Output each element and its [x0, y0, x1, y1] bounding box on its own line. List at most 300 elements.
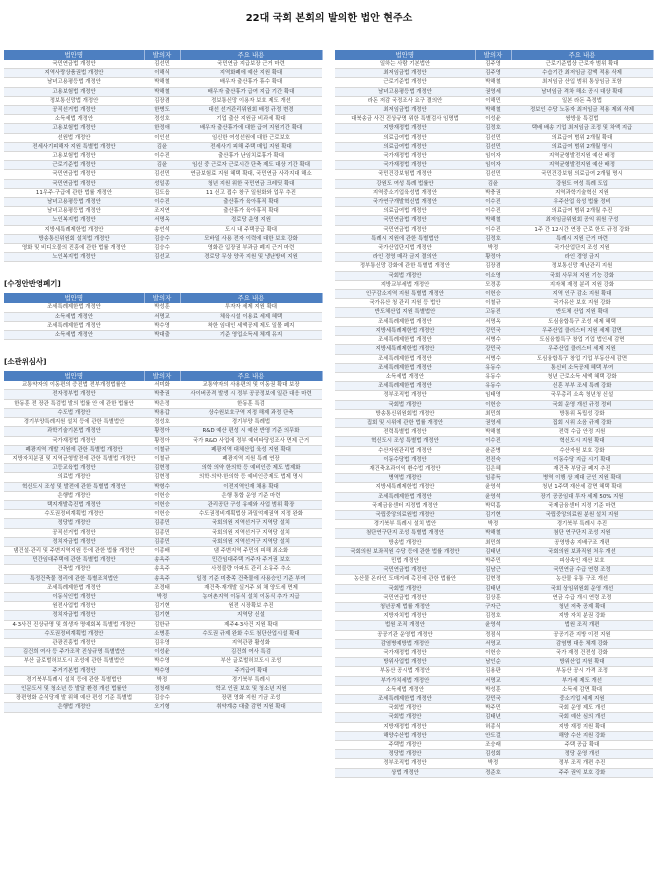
table-row [335, 372, 653, 381]
bill-name-cell: 조세특례제한법 개정안 [4, 303, 144, 312]
content-cell: 11 신고 접수 창구 일원화와 업무 추진 [180, 188, 322, 197]
bill-name-cell: 남녀고용평등법 개정안 [4, 78, 144, 87]
table-row [335, 400, 653, 409]
bill-name-cell: 소득세법 개정안 [335, 372, 475, 381]
sponsor-cell: 박성훈 [475, 685, 511, 694]
table-row [335, 547, 653, 556]
bill-name-cell: 민법 개정안 [335, 556, 475, 565]
bill-name-cell: 의료급여법 개정안 [335, 133, 475, 142]
bill-name-cell: 국가재정법 개정안 [335, 152, 475, 161]
content-cell: 국제금융센터 지정 기준 마련 [511, 501, 653, 510]
sponsor-cell: 김도읍 [144, 188, 180, 197]
table-row [335, 474, 653, 483]
bill-name-cell: 정당법 개정안 [4, 519, 144, 528]
bill-name-cell: 은행법 개정안 [4, 491, 144, 500]
bill-name-cell: 부가가치세법 개정안 [335, 676, 475, 685]
sponsor-cell: 서명교 [475, 676, 511, 685]
header-content: 주요 내용 [511, 50, 653, 60]
sponsor-cell: 김상훈 [475, 593, 511, 602]
sponsor-cell: 황정아 [475, 253, 511, 262]
content-cell: 모바일 사용 전자 이력에 대한 보호 강화 [180, 234, 322, 243]
content-cell: 반도체 산업 지원 확대 [511, 308, 653, 317]
content-cell: 지역당 신설 [180, 611, 322, 620]
table-row [335, 658, 653, 667]
sponsor-cell: 송옥주 [144, 556, 180, 565]
table-row [335, 621, 653, 630]
sponsor-cell: 송옥주 [144, 565, 180, 574]
bill-name-cell: 경기부양특례지원 설치 등에 관한 특별법안 [4, 418, 144, 427]
content-cell: 첨단 연구단지 조성 지원 [511, 529, 653, 538]
sponsor-cell: 고동진 [475, 308, 511, 317]
content-cell: 경로당 운영 지원 [180, 216, 322, 225]
content-cell: 은행 통합 운영 기준 마련 [180, 491, 322, 500]
table-row [335, 455, 653, 464]
table-row [335, 170, 653, 179]
bill-name-cell: 국제금융센터 지정법 개정안 [335, 501, 475, 510]
content-cell: 국민건강보험 의료급여 2개월 명시 [511, 170, 653, 179]
bill-name-cell: 국민건강보험법 개정안 [335, 170, 475, 179]
table-row [335, 225, 653, 234]
bill-name-cell: 정당법 개정안 [335, 750, 475, 759]
table-row [335, 713, 653, 722]
content-cell: 쌍방울 특검법 [511, 115, 653, 124]
table-row [4, 115, 322, 124]
bill-name-cell: 지방재정법 개정안 [335, 124, 475, 133]
sponsor-cell: 김정호 [475, 124, 511, 133]
bill-name-cell: 혁신도시 조성 특별법 개정안 [335, 437, 475, 446]
sponsor-cell: 박수영 [144, 321, 180, 330]
content-cell: 지역과학기술혁신 지원 [511, 188, 653, 197]
bill-name-cell: 은행법 개정안 [4, 703, 144, 712]
bill-name-cell: 전세사기피해자 지원 특별법 개정안 [4, 142, 144, 151]
content-cell: 농어촌지역 이동식 설치 이동식 추가 지급 [180, 592, 322, 601]
sponsor-cell: 박은정 [144, 399, 180, 408]
table-row [4, 694, 322, 703]
content-cell: 장기 공공임대 투자 세제 50% 지원 [511, 492, 653, 501]
passed-bills-table [4, 50, 323, 262]
bill-name-cell: 장편영화 순식당재 발 위해 예산 편성 기준 특별법 [4, 694, 144, 703]
table-row [335, 382, 653, 391]
content-cell: 국회 운영 제도 개선 [511, 704, 653, 713]
content-cell: 재건축 부담금 폐지 추진 [511, 464, 653, 473]
bill-name-cell: 국가재정법 개정안 [335, 649, 475, 658]
sponsor-cell: 박해철 [475, 106, 511, 115]
sponsor-cell: 이헌승 [144, 491, 180, 500]
bill-name-cell: 방송법 개정안 [335, 538, 475, 547]
sponsor-cell: 윤영석 [475, 483, 511, 492]
table-row [335, 142, 653, 151]
table-row [4, 703, 322, 712]
content-cell: 수도권정비계획법상 과밀억제권역 지정 완화 [180, 510, 322, 519]
bill-name-cell: 국회법 개정안 [335, 271, 475, 280]
sponsor-cell: 김남근 [475, 566, 511, 575]
content-cell: 택배 배송 기업 최저임금 조정 및 차액 지급 [511, 124, 653, 133]
section-committee-title: [소관위심사] [4, 357, 47, 367]
content-cell: 민간임대주택 거주자 주거권 보호 [180, 556, 322, 565]
sponsor-cell: 강민국 [475, 326, 511, 335]
content-cell: 청년 지원 위한 국민연금 크레딧 확대 [180, 179, 322, 188]
content-cell: 임신 중 근로자 근로시간 단축 제도 대상 기간 확대 [180, 161, 322, 170]
bill-name-cell: 부동산 공시법 개정안 [335, 667, 475, 676]
sponsor-cell: 임이자 [475, 161, 511, 170]
sponsor-cell: 박해철 [475, 428, 511, 437]
sponsor-cell: 김선교 [144, 253, 180, 262]
content-cell: 지역관광 활성화 [180, 638, 322, 647]
table-row [335, 87, 653, 96]
table-row [335, 575, 653, 584]
sponsor-cell: 조지연 [144, 207, 180, 216]
bill-name-cell: 국립중앙의료원법 개정안 [335, 510, 475, 519]
sponsor-cell: 이수진 [475, 437, 511, 446]
bill-name-cell: 지역사랑상품권법 개정안 [4, 69, 144, 78]
bill-name-cell: 한동훈 전 장관 특검법 발의 법률 안 에 관한 법률안 [4, 399, 144, 408]
table-row [335, 437, 653, 446]
bill-name-cell: 국회의원 보좌직원 수당 등에 관한 법률 개정안 [335, 547, 475, 556]
table-row [335, 96, 653, 105]
content-cell: 국가유산 보호 지원 강화 [511, 299, 653, 308]
content-cell: 장편 영화 지원 기금 조성 [180, 694, 322, 703]
bill-name-cell: 수도권정비계획법 개정안 [4, 510, 144, 519]
content-cell: 지자체 재정 분리 지원 강화 [511, 280, 653, 289]
bill-name-cell: 공직선거법 개정안 [4, 528, 144, 537]
content-cell: 도심융합특구 조성 세제 혜택 [511, 317, 653, 326]
content-cell: 연금보험료 지원 혜택 확대, 국민연금 사각지대 해소 [180, 170, 322, 179]
content-cell: 배우자 출산휴가 휴수 확대 [180, 78, 322, 87]
right-column [335, 50, 653, 778]
sponsor-cell: 이인선 [144, 133, 180, 142]
sponsor-cell: 김승수 [144, 244, 180, 253]
sponsor-cell: 김윤 [475, 179, 511, 188]
table-row [4, 78, 322, 87]
bill-name-cell: 일하는 사람 기본법안 [335, 60, 475, 69]
content-cell: 교통약자의 사용편의 및 이동권 확대 보장 [180, 381, 322, 390]
table-row [4, 546, 322, 555]
sponsor-cell: 박성훈 [144, 303, 180, 312]
table-row [4, 666, 322, 675]
sponsor-cell: 서미화 [144, 381, 180, 390]
content-cell: 원전 시장확보 추진 [180, 602, 322, 611]
content-cell: 국가 재정 건전성 강화 [511, 649, 653, 658]
content-cell: 정보통신망 재난관리 지원 [511, 262, 653, 271]
sponsor-cell: 최민희 [475, 538, 511, 547]
content-cell: 도시 내 주택공급 확대 [180, 225, 322, 234]
content-cell: 취약계층 대출 감면 지원 확대 [180, 703, 322, 712]
content-cell: 기준 영업소득세 체계 유지 [180, 331, 322, 340]
table-row [4, 684, 322, 693]
sponsor-cell: 조승래 [475, 741, 511, 750]
sponsor-cell: 구자근 [475, 602, 511, 611]
sponsor-cell: 김용판 [475, 667, 511, 676]
sponsor-cell: 김선민 [475, 170, 511, 179]
bill-name-cell: 정부조직법 개정안 [335, 391, 475, 400]
bill-name-cell: 근로기준법 개정안 [4, 161, 144, 170]
bill-name-cell: 국민연금법 개정안 [4, 170, 144, 179]
sponsor-cell: 소병훈 [144, 629, 180, 638]
bill-name-cell: 민간임대주택에 관한 특별법 개정안 [4, 556, 144, 565]
table-row [335, 667, 653, 676]
sponsor-cell: 김윤 [144, 161, 180, 170]
bill-name-cell: 특정건축물 정리에 관한 특별조치법안 [4, 574, 144, 583]
table-row [4, 321, 322, 330]
table-row [335, 253, 653, 262]
bill-name-cell: 조세특례제한법 개정안 [335, 492, 475, 501]
bill-name-cell: 지방교부세법 개정안 [335, 280, 475, 289]
bill-name-cell: 조세특례제한법 개정안 [335, 382, 475, 391]
content-cell: 주택 공급 확대 [511, 741, 653, 750]
content-cell: 연금 수급 개시 연령 조정 [511, 593, 653, 602]
table-row [4, 303, 322, 312]
bill-name-cell: 감염병예방법 개정안 [335, 639, 475, 648]
content-cell: 부산 글로벌허브도시 조성 [180, 657, 322, 666]
table-row [4, 528, 322, 537]
content-cell: 신혼 부부 조세 특례 강화 [511, 382, 653, 391]
sponsor-cell: 모경종 [475, 280, 511, 289]
sponsor-cell: 박주민 [475, 704, 511, 713]
table-row [4, 537, 322, 546]
sponsor-cell: 김성회 [475, 750, 511, 759]
bill-name-cell: 지방세특례제한법 개정안 [335, 326, 475, 335]
sponsor-cell: 정성호 [144, 115, 180, 124]
content-cell: 수산자원 보호 강화 [511, 446, 653, 455]
table-row [4, 225, 322, 234]
content-cell: 국회 예산 심의 개선 [511, 713, 653, 722]
table-row [335, 750, 653, 759]
content-cell: 도심융합특구 창업 기업 법인세 감면 [511, 336, 653, 345]
sponsor-cell: 강민국 [475, 345, 511, 354]
sponsor-cell: 박해철 [475, 529, 511, 538]
bill-name-cell: 조세특례제한법 개정안 [335, 363, 475, 372]
sponsor-cell: 정성호 [144, 418, 180, 427]
table-row [335, 326, 653, 335]
content-cell: 우주산업 육성 법률 정비 [511, 198, 653, 207]
bill-name-cell: 국가재정법 개정안 [4, 436, 144, 445]
content-cell: 국회의원 지역선거구 지역당 설치 [180, 519, 322, 528]
sponsor-cell: 서병수 [475, 354, 511, 363]
content-cell: 폐광지역 지원 특례 연장 [180, 454, 322, 463]
table-row [335, 78, 653, 87]
sponsor-cell: 이해민 [475, 96, 511, 105]
table-row [335, 271, 653, 280]
bill-name-cell: 조세특례제한법 개정안 [4, 321, 144, 330]
table-row [4, 96, 322, 105]
right-bills-table [335, 50, 654, 778]
table-row [335, 69, 653, 78]
sponsor-cell: 유동수 [475, 382, 511, 391]
content-cell: 청년 근로소득 세액 혜택 강화 [511, 372, 653, 381]
bill-name-cell: 선원법 개정안 [4, 133, 144, 142]
table-row [4, 565, 322, 574]
sponsor-cell: 박수영 [144, 666, 180, 675]
table-row [335, 483, 653, 492]
content-cell: 정보인 수당 노동자 최저임금 적용 제외 삭제 [511, 106, 653, 115]
sponsor-cell: 이철규 [144, 454, 180, 463]
sponsor-cell: 박해철 [144, 87, 180, 96]
table-row [335, 280, 653, 289]
content-cell: 국회의원 지역선거구 지역당 설치 [180, 537, 322, 546]
table-row [4, 188, 322, 197]
table-row [335, 152, 653, 161]
content-cell: 이동수당 지급 시기 확대 [511, 455, 653, 464]
sponsor-cell: 박정 [475, 520, 511, 529]
table-row [4, 445, 322, 454]
content-cell: 상수원보호구역 지정 해제 과정 단축 [180, 408, 322, 417]
bill-name-cell: 정부조직법 개정안 [335, 759, 475, 768]
table-row [4, 133, 322, 142]
content-cell: 댐 주변지역 주민의 피해 최소화 [180, 546, 322, 555]
table-row [335, 308, 653, 317]
table-row [4, 161, 322, 170]
content-cell: 기업 출산 지원금 비과세 확대 [180, 115, 322, 124]
table-row [335, 492, 653, 501]
sponsor-cell: 남인순 [475, 658, 511, 667]
content-cell: 경기북부 특례시 추진 [511, 520, 653, 529]
bill-name-cell: 지역중소기업육성법 개정안 [335, 188, 475, 197]
table-row [335, 106, 653, 115]
bill-name-cell: 소득세법 개정안 [4, 331, 144, 340]
bill-name-cell: 지방자치법 개정안 [335, 612, 475, 621]
content-cell: 사정불량 아파트 관리 소유주 추소 [180, 565, 322, 574]
bill-name-cell: 부산 글로벌허브도시 조성에 관한 특별법안 [4, 657, 144, 666]
sponsor-cell: 박수영 [144, 657, 180, 666]
content-cell: 국가 R&D 사업에 정부 예비타당성조사 면제 근거 [180, 436, 322, 445]
bill-name-cell: 인문도서 및 청소년 등 발달 환경 개선 법률안 [4, 684, 144, 693]
sponsor-cell: 임태영 [475, 391, 511, 400]
sponsor-cell: 박정 [144, 592, 180, 601]
bill-name-cell: 농산물 온라인 도매거래 촉진에 관한 법률안 [335, 575, 475, 584]
content-cell: 국회 운영 개선 규정 정비 [511, 400, 653, 409]
content-cell: 공공기관 지방 이전 지원 [511, 630, 653, 639]
sponsor-cell: 강민국 [475, 695, 511, 704]
table-row [4, 390, 322, 399]
bill-name-cell: 근로기준법 개정안 [335, 78, 475, 87]
table-row [4, 399, 322, 408]
content-cell: 라인 경영 금지 [511, 253, 653, 262]
content-cell: 주주 권익 보호 강화 [511, 768, 653, 777]
sponsor-cell: 김정호 [475, 234, 511, 243]
bill-name-cell: 남녀고용평등법 개정안 [4, 198, 144, 207]
bill-name-cell: 지방세특례제한법 개정안 [335, 345, 475, 354]
table-row [335, 676, 653, 685]
table-row [4, 510, 322, 519]
bill-name-cell: 경기북부특례시 설치 등에 관한 특별법안 [4, 675, 144, 684]
content-cell: 일본 라돈 측정법 [511, 96, 653, 105]
bill-name-cell: 재건축초과이익 환수법 개정안 [335, 464, 475, 473]
header-bill: 법안명 [4, 293, 144, 303]
sponsor-cell: 오기형 [144, 703, 180, 712]
bill-name-cell: 경기북부 특례시 설치 법안 [335, 520, 475, 529]
table-row [4, 69, 322, 78]
bill-name-cell: 첨단연구단지 조성 특별법 개정안 [335, 529, 475, 538]
bill-name-cell: 국회법 개정안 [335, 704, 475, 713]
table-row [335, 244, 653, 253]
sponsor-cell: 이해식 [144, 69, 180, 78]
bill-name-cell: 남녀고용평등법 개정안 [4, 207, 144, 216]
table-row [335, 188, 653, 197]
sponsor-cell: 서명옥 [144, 216, 180, 225]
content-cell: 방통위 독립성 강화 [511, 409, 653, 418]
table-row [335, 317, 653, 326]
content-cell: 의학·의약·한의학 등 예비인증제도 법제 명시 [180, 473, 322, 482]
sponsor-cell: 이헌승 [144, 510, 180, 519]
sponsor-cell: 정점식 [475, 630, 511, 639]
table-row [335, 198, 653, 207]
table-row [335, 133, 653, 142]
content-cell: 배우자 출산휴가 급여 지급 기간 확대 [180, 87, 322, 96]
sponsor-cell: 이종배 [144, 546, 180, 555]
sponsor-cell: 박덕흠 [475, 501, 511, 510]
header-content: 주요 내용 [180, 371, 322, 381]
bill-name-cell: 조세특례제한법 개정안 [335, 695, 475, 704]
sponsor-cell: 이헌승 [144, 500, 180, 509]
content-cell: 도심융합특구 창업 기업 부동산세 감면 [511, 354, 653, 363]
content-cell: 경기북부 특례시 [180, 675, 322, 684]
sponsor-cell: 전진숙 [475, 455, 511, 464]
table-row [4, 491, 322, 500]
bill-name-cell: 병역법 개정안 [335, 474, 475, 483]
content-cell: 병역 이행 상 제대 군인 지원 확대 [511, 474, 653, 483]
bill-name-cell: 상법 개정안 [335, 768, 475, 777]
bill-name-cell: 조세특례제한법 개정안 [4, 583, 144, 592]
table-row [335, 207, 653, 216]
sponsor-cell: 김선민 [475, 142, 511, 151]
bill-name-cell: 지방재정법 개정안 [335, 722, 475, 731]
bill-name-cell: 정보통신망법 개정안 [4, 96, 144, 105]
bill-name-cell: 이동수당법 개정안 [335, 455, 475, 464]
sponsor-cell: 서영교 [475, 639, 511, 648]
sponsor-cell: 박주민 [475, 556, 511, 565]
table-row [4, 170, 322, 179]
content-cell: 소득세 감면 확대 [511, 685, 653, 694]
bill-name-cell: 건축법 개정안 [4, 565, 144, 574]
bill-name-cell: 전력특별법 개정안 [335, 428, 475, 437]
bill-name-cell: 국회법 개정안 [335, 584, 475, 593]
table-row [4, 482, 322, 491]
table-row [4, 244, 322, 253]
bill-name-cell: 집회 및 시위에 관한 법률 개정안 [335, 418, 475, 427]
sponsor-cell: 김정호 [475, 612, 511, 621]
header-content: 주요 내용 [180, 293, 322, 303]
header-bill: 법안명 [335, 50, 475, 60]
bill-name-cell: 강원도 여성 특례 법률안 [335, 179, 475, 188]
sponsor-cell: 이수진 [475, 198, 511, 207]
bill-name-cell: 국민연금법 개정안 [4, 179, 144, 188]
table-row [335, 115, 653, 124]
bill-name-cell: 반도체산업 지원 특별법안 [335, 308, 475, 317]
content-cell: 영화관 입장권 부과금 폐지 근거 마련 [180, 244, 322, 253]
bill-name-cell: 지방자치분권 및 지역균형발전에 관한 특별법 개정안 [4, 454, 144, 463]
content-cell: 농산물 유통 구조 개선 [511, 575, 653, 584]
sponsor-cell: 임종득 [475, 474, 511, 483]
table-row [335, 759, 653, 768]
content-cell: 중소기업 세제 지원 [511, 695, 653, 704]
sponsor-cell: 김태년 [475, 547, 511, 556]
sponsor-cell: 이수진 [475, 225, 511, 234]
content-cell: 특례시 지원 근거 마련 [511, 234, 653, 243]
table-row [4, 418, 322, 427]
sponsor-cell: 김기현 [475, 510, 511, 519]
bill-name-cell: 폐광지역 개발 지원에 관한 특별법 개정안 [4, 445, 144, 454]
bill-name-cell: 수도법 개정안 [4, 408, 144, 417]
table-row [335, 520, 653, 529]
sponsor-cell: 임이자 [475, 152, 511, 161]
content-cell: 지역균형발전지원 예산 배정 [511, 152, 653, 161]
table-row [335, 391, 653, 400]
sponsor-cell: 한정애 [144, 124, 180, 133]
table-row [335, 722, 653, 731]
content-cell: 해양 수산 지원 강화 [511, 731, 653, 740]
bill-name-cell: 국민연금법 개정안 [335, 225, 475, 234]
sponsor-cell: 김한규 [144, 620, 180, 629]
